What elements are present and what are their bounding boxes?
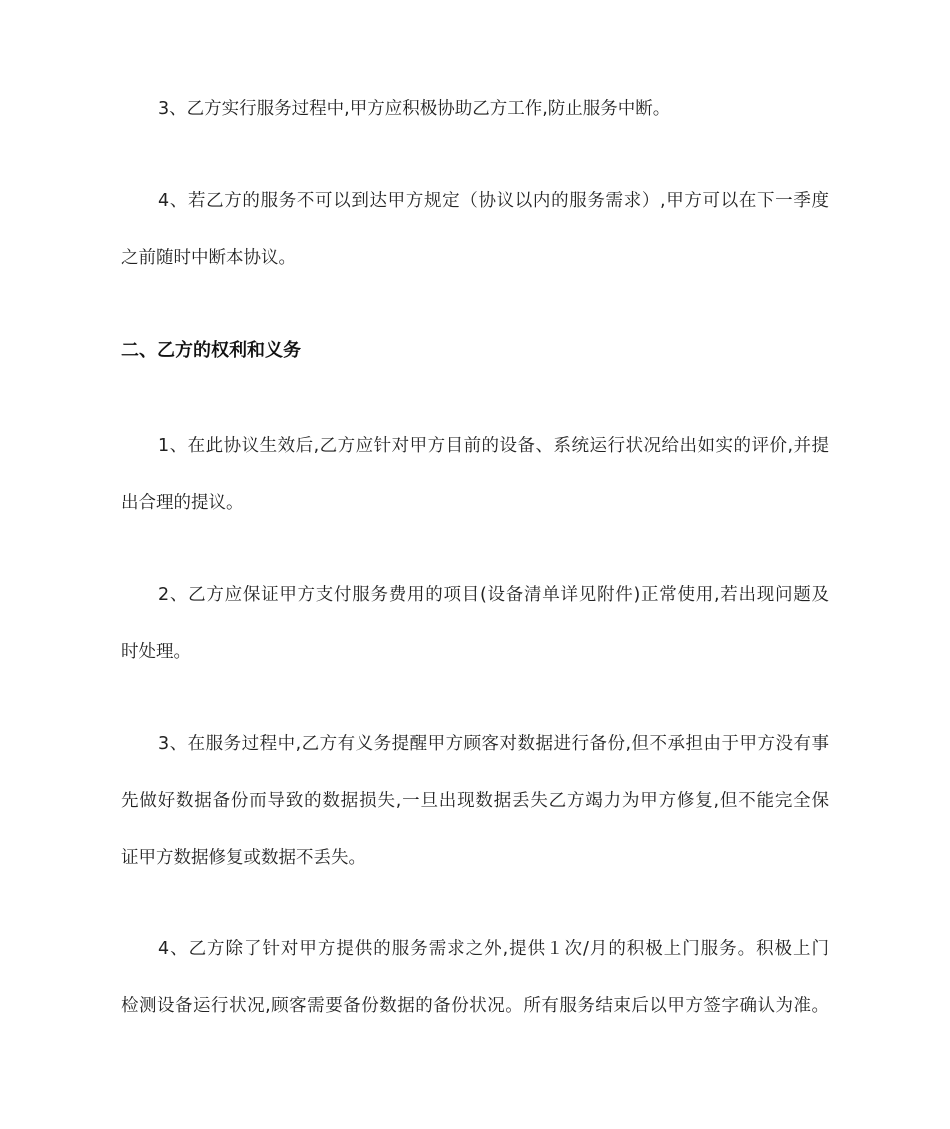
paragraph-equipment-line-1: 2、乙方应保证甲方支付服务费用的项目(设备清单详见附件)正常使用,若出现问题及 [158, 585, 829, 605]
paragraph-evaluation-line-2: 出合理的提议。 [121, 493, 244, 513]
paragraph-onsite-service-line-1: 4、乙方除了针对甲方提供的服务需求之外,提供１次/月的积极上门服务。积极上门 [158, 939, 829, 959]
paragraph-backup-line-3: 证甲方数据修复或数据不丢失。 [121, 848, 366, 868]
paragraph-backup-line-1: 3、在服务过程中,乙方有义务提醒甲方顾客对数据进行备份,但不承担由于甲方没有事 [158, 734, 829, 754]
paragraph-service-termination-line-1: 4、若乙方的服务不可以到达甲方规定（协议以内的服务需求）,甲方可以在下一季度 [158, 191, 829, 211]
paragraph-service-cooperation: 3、乙方实行服务过程中,甲方应积极协助乙方工作,防止服务中断。 [158, 99, 671, 119]
paragraph-service-termination-line-2: 之前随时中断本协议。 [121, 248, 296, 268]
paragraph-onsite-service-line-2: 检测设备运行状况,顾客需要备份数据的备份状况。所有服务结束后以甲方签字确认为准。 [121, 996, 829, 1016]
paragraph-equipment-line-2: 时处理。 [121, 642, 191, 662]
paragraph-evaluation-line-1: 1、在此协议生效后,乙方应针对甲方目前的设备、系统运行状况给出如实的评价,并提 [158, 436, 829, 456]
section-heading: 二、乙方的权利和义务 [121, 340, 301, 361]
paragraph-backup-line-2: 先做好数据备份而导致的数据损失,一旦出现数据丢失乙方竭力为甲方修复,但不能完全保 [121, 791, 829, 811]
